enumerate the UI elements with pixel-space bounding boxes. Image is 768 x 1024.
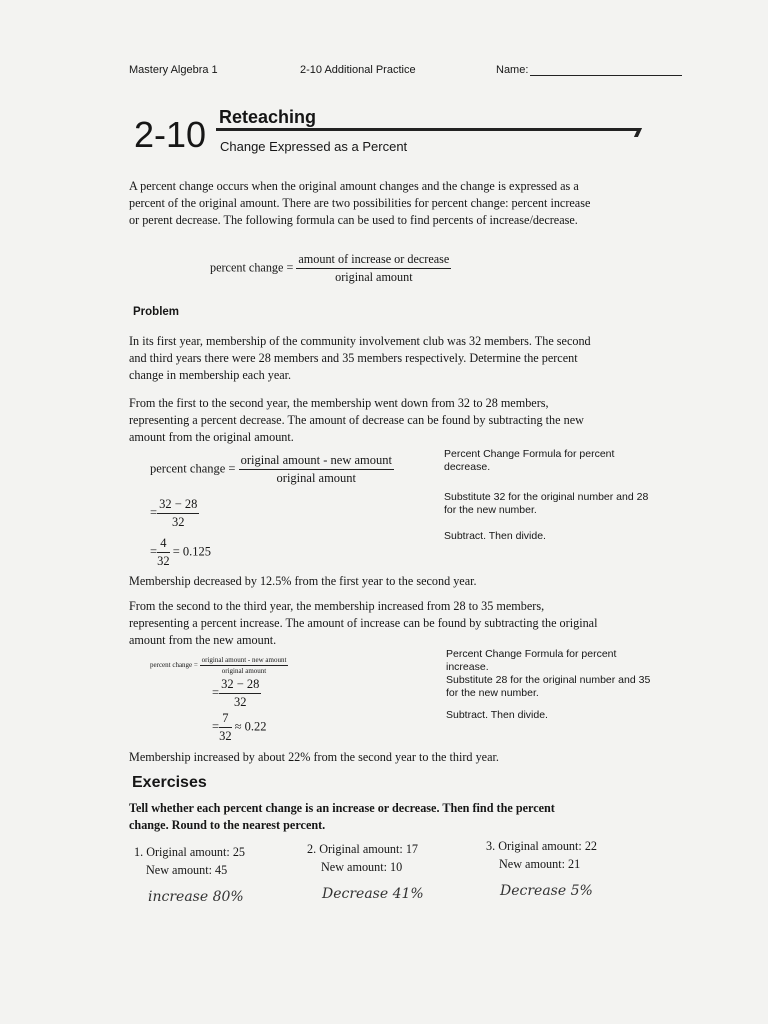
note-formula-decrease: Percent Change Formula for percent decrease. bbox=[444, 448, 615, 473]
problem-statement: In its first year, membership of the community involvement club was 32 members. The second and third years there were 28 members and 35 members respectively. Determine the percent change in membership each year. bbox=[129, 334, 591, 382]
exercise-original: Original amount: 25 bbox=[146, 845, 246, 859]
percent-change-formula bbox=[210, 252, 451, 285]
worked-formula-increase bbox=[150, 656, 288, 675]
step-fraction bbox=[157, 536, 170, 569]
exercise-new: New amount: 45 bbox=[146, 863, 228, 877]
worked-formula-numerator: original amount - new amount bbox=[239, 453, 394, 470]
worked-formula-fraction bbox=[239, 453, 394, 486]
result-increase: Membership increased by about 22% from the second year to the third year. bbox=[129, 750, 499, 764]
worked-formula-numerator: original amount - new amount bbox=[201, 656, 287, 664]
note-subtract-divide: Subtract. Then divide. bbox=[446, 709, 548, 721]
exercise-new: New amount: 10 bbox=[321, 860, 403, 874]
step-denominator: 32 bbox=[157, 554, 170, 568]
step-fraction bbox=[219, 711, 232, 744]
exercise-new: New amount: 21 bbox=[499, 857, 581, 871]
exercise-original: Original amount: 17 bbox=[319, 842, 419, 856]
name-blank-line bbox=[530, 75, 682, 76]
note-substitute-increase: Substitute 28 for the original number and 35 for the new number. bbox=[446, 674, 651, 699]
worked-formula-fraction bbox=[200, 656, 289, 675]
step-result: = 0.125 bbox=[172, 544, 211, 559]
lesson-title: Reteaching bbox=[219, 107, 317, 127]
step-fraction bbox=[219, 677, 261, 710]
formula-label: percent change = bbox=[210, 260, 294, 275]
step-numerator: 32 − 28 bbox=[157, 497, 199, 514]
decrease-explanation: From the first to the second year, the membership went down from 32 to 28 members, representing a percent decrease. The amount of decrease can be found by subtracting the new amount from the original amount. bbox=[129, 396, 584, 444]
worked-step-substitute: = $\frac{32 - 28}{32}$ bbox=[150, 497, 198, 529]
course-name: Mastery Algebra 1 bbox=[129, 64, 218, 76]
intro-paragraph: A percent change occurs when the original amount changes and the change is expressed as a percent of the original amount. There are two possibilities for percent change: percent increase or perent decrease. The following formula can be used to find percents of increase/decrease. bbox=[129, 179, 591, 227]
problem-heading: Problem bbox=[133, 306, 180, 318]
assignment-title: 2-10 Additional Practice bbox=[300, 64, 416, 76]
worked-formula-denominator: original amount bbox=[221, 667, 267, 675]
exercise-1 bbox=[134, 843, 245, 879]
exercises-instructions: Tell whether each percent change is an increase or decrease. Then find the percent change. Round to the nearest percent. bbox=[129, 801, 555, 832]
note-formula-increase: Percent Change Formula for percent increase. bbox=[446, 648, 617, 673]
note-subtract-divide: Subtract. Then divide. bbox=[444, 530, 546, 542]
worked-step-substitute: = $\frac{32 - 28}{32}$ bbox=[212, 677, 260, 709]
result-decrease: Membership decreased by 12.5% from the first year to the second year. bbox=[129, 574, 477, 588]
step-denominator: 32 bbox=[219, 729, 232, 743]
note-substitute-decrease: Substitute 32 for the original number and 28 for the new number. bbox=[444, 491, 649, 516]
formula-numerator: amount of increase or decrease bbox=[296, 252, 451, 269]
formula-fraction bbox=[296, 252, 451, 285]
exercise-number: 2. bbox=[307, 842, 317, 856]
worked-step-divide: = $\frac{4}{32}$ = 0.125 bbox=[150, 536, 211, 568]
exercise-2-answer: Decrease 41% bbox=[322, 886, 424, 902]
worked-step-divide: = $\frac{7}{32}$ ≈ 0.22 bbox=[212, 711, 267, 743]
step-numerator: 32 − 28 bbox=[219, 677, 261, 694]
exercise-number: 1. bbox=[134, 845, 144, 859]
step-numerator: 7 bbox=[219, 711, 232, 728]
step-denominator: 32 bbox=[233, 695, 247, 709]
increase-explanation: From the second to the third year, the membership increased from 28 to 35 members, representing a percent increase. The amount of increase can be found by subtracting the original amount from the new amount. bbox=[129, 599, 598, 647]
formula-denominator: original amount bbox=[335, 270, 413, 284]
worked-formula-denominator: original amount bbox=[276, 471, 357, 485]
step-result: ≈ 0.22 bbox=[234, 719, 267, 734]
lesson-subtitle: Change Expressed as a Percent bbox=[220, 139, 408, 154]
lesson-number: 2-10 bbox=[134, 114, 207, 155]
name-label: Name: bbox=[496, 64, 529, 76]
exercise-3 bbox=[486, 837, 597, 873]
worked-formula-label: percent change = bbox=[150, 661, 198, 670]
step-fraction bbox=[157, 497, 199, 530]
exercises-heading: Exercises bbox=[132, 774, 207, 791]
exercise-original: Original amount: 22 bbox=[498, 839, 598, 853]
worked-formula-label: percent change = bbox=[150, 461, 236, 476]
step-numerator: 4 bbox=[157, 536, 170, 553]
worked-formula-decrease bbox=[150, 453, 394, 486]
title-rule bbox=[216, 128, 640, 131]
exercise-2 bbox=[307, 840, 418, 876]
step-denominator: 32 bbox=[171, 515, 185, 529]
exercise-3-answer: Decrease 5% bbox=[500, 883, 593, 899]
exercise-1-answer: increase 80% bbox=[148, 889, 244, 905]
exercise-number: 3. bbox=[486, 839, 496, 853]
